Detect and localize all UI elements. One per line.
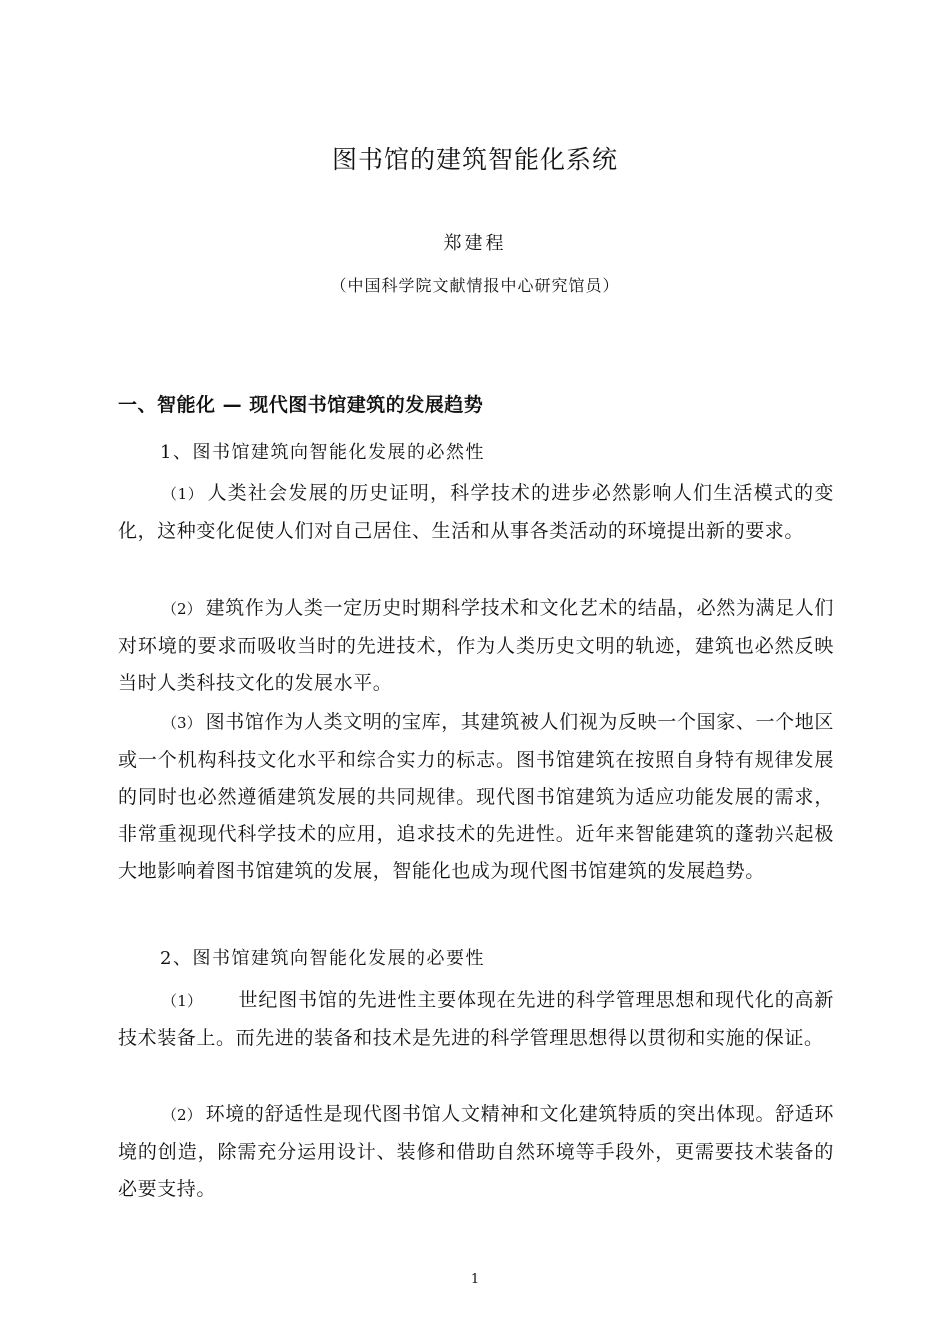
paragraph-marker: （3） <box>162 714 202 732</box>
paragraph <box>118 475 834 550</box>
paragraph-text: 图书馆作为人类文明的宝库，其建筑被人们视为反映一个国家、一个地区或一个机构科技文化水平和综合实力的标志。图书馆建筑在按照自身特有规律发展的同时也必然遵循建筑发展的共同规律。现代图书馆建筑为适应功能发展的需求，非常重视现代科学技术的应用，追求技术的先进性。近年来智能建筑的蓬勃兴起极大地影响着图书馆建筑的发展，智能化也成为现代图书馆建筑的发展趋势。 <box>118 711 834 882</box>
document-title: 图书馆的建筑智能化系统 <box>331 145 618 174</box>
paragraph <box>118 982 834 1057</box>
subsection-heading-1: 1、图书馆建筑向智能化发展的必然性 <box>160 442 485 463</box>
page-number: 1 <box>470 1272 480 1287</box>
subsection-heading-2: 2、图书馆建筑向智能化发展的必要性 <box>160 948 485 969</box>
paragraph-text: 环境的舒适性是现代图书馆人文精神和文化建筑特质的突出体现。舒适环境的创造，除需充分运用设计、装修和借助自然环境等手段外，更需要技术装备的必要支持。 <box>118 1103 834 1200</box>
author-affiliation: （中国科学院文献情报中心研究馆员） <box>330 276 620 295</box>
author-name: 郑建程 <box>443 233 507 254</box>
paragraph-marker: （2） <box>162 600 202 618</box>
paragraph-marker: （1） <box>162 992 195 1010</box>
paragraph <box>118 590 834 702</box>
paragraph-text: 世纪图书馆的先进性主要体现在先进的科学管理思想和现代化的高新技术装备上。而先进的装备和技术是先进的科学管理思想得以贯彻和实施的保证。 <box>118 989 835 1049</box>
paragraph <box>118 1096 834 1208</box>
paragraph-text: 建筑作为人类一定历史时期科学技术和文化艺术的结晶，必然为满足人们对环境的要求而吸收当时的先进技术，作为人类历史文明的轨迹，建筑也必然反映当时人类科技文化的发展水平。 <box>118 597 834 694</box>
paragraph-marker: （2） <box>162 1106 202 1124</box>
paragraph <box>118 704 834 890</box>
paragraph-marker: （1） <box>162 485 204 503</box>
paragraph-text: 人类社会发展的历史证明，科学技术的进步必然影响人们生活模式的变化，这种变化促使人们对自己居住、生活和从事各类活动的环境提出新的要求。 <box>118 482 835 542</box>
section-heading: 一、智能化 — 现代图书馆建筑的发展趋势 <box>118 394 484 416</box>
